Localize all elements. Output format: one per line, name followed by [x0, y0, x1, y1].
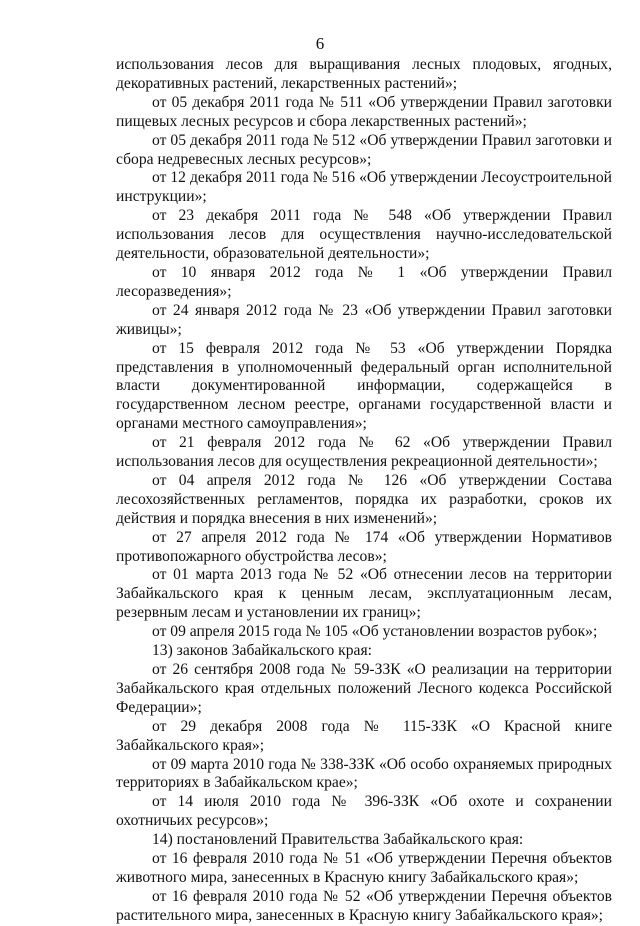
- list-item: от 27 апреля 2012 года № 174 «Об утверждении Нормативов противопожарного обустройства лесов»;: [116, 528, 612, 565]
- list-item: от 10 января 2012 года № 1 «Об утверждении Правил лесоразведения»;: [116, 263, 612, 300]
- list-item: от 29 декабря 2008 года № 115-ЗЗК «О Красной книге Забайкальского края»;: [116, 717, 612, 754]
- document-body: [116, 56, 612, 926]
- list-item: от 16 февраля 2010 года № 52 «Об утверждении Перечня объектов растительного мира, занесенных в Красную книгу Забайкальского края»;: [116, 887, 612, 924]
- list-item: от 23 декабря 2011 года № 548 «Об утверждении Правил использования лесов для осуществления научно-исследовательской деятельности, образовательной деятельности»;: [116, 207, 612, 263]
- section-heading: 14) постановлений Правительства Забайкальского края:: [152, 831, 524, 849]
- list-item: от 16 февраля 2010 года № 51 «Об утверждении Перечня объектов животного мира, занесенных в Красную книгу Забайкальского края»;: [116, 850, 612, 886]
- paragraph-continuation: использования лесов для выращивания лесных плодовых, ягодных, декоративных растений, лекарственных растений»;: [116, 56, 612, 92]
- list-item: от 26 сентября 2008 года № 59-ЗЗК «О реализации на территории Забайкальского края отдельных положений Лесного кодекса Российской Федерации»;: [116, 661, 612, 716]
- list-item: от 15 февраля 2012 года № 53 «Об утверждении Порядка представления в уполномоченный федеральный орган исполнительной власти документированной информации, содержащейся в государственном лесном реестре, органами государственной власти и органами местного самоуправления»;: [116, 339, 612, 433]
- list-item: от 14 июля 2010 года № 396-ЗЗК «Об охоте и сохранении охотничьих ресурсов»;: [116, 793, 612, 830]
- list-item: от 21 февраля 2012 года № 62 «Об утверждении Правил использования лесов для осуществления рекреационной деятельности»;: [116, 434, 612, 471]
- list-item: от 01 марта 2013 года № 52 «Об отнесении лесов на территории Забайкальского края к ценным лесам, эксплуатационным лесам, резервным лесам и установлении их границ»;: [116, 566, 612, 622]
- list-item: от 05 декабря 2011 года № 512 «Об утверждении Правил заготовки и сбора недревесных лесных ресурсов»;: [116, 131, 612, 168]
- list-item: от 24 января 2012 года № 23 «Об утверждении Правил заготовки живицы»;: [116, 301, 612, 338]
- page-number: 6: [315, 34, 325, 53]
- list-item: от 12 декабря 2011 года № 516 «Об утверждении Лесоустроительной инструкции»;: [116, 169, 612, 206]
- list-item: от 04 апреля 2012 года № 126 «Об утверждении Состава лесохозяйственных регламентов, порядка их разработки, сроков их действия и порядка внесения в них изменений»;: [116, 471, 612, 527]
- section-heading: 13) законов Забайкальского края:: [152, 642, 372, 660]
- list-item: от 09 марта 2010 года № 338-ЗЗК «Об особо охраняемых природных территориях в Забайкальском крае»;: [116, 755, 612, 792]
- list-item: от 05 декабря 2011 года № 511 «Об утверждении Правил заготовки пищевых лесных ресурсов и сбора лекарственных растений»;: [116, 93, 612, 130]
- list-item: от 09 апреля 2015 года № 105 «Об установлении возрастов рубок»;: [152, 623, 598, 641]
